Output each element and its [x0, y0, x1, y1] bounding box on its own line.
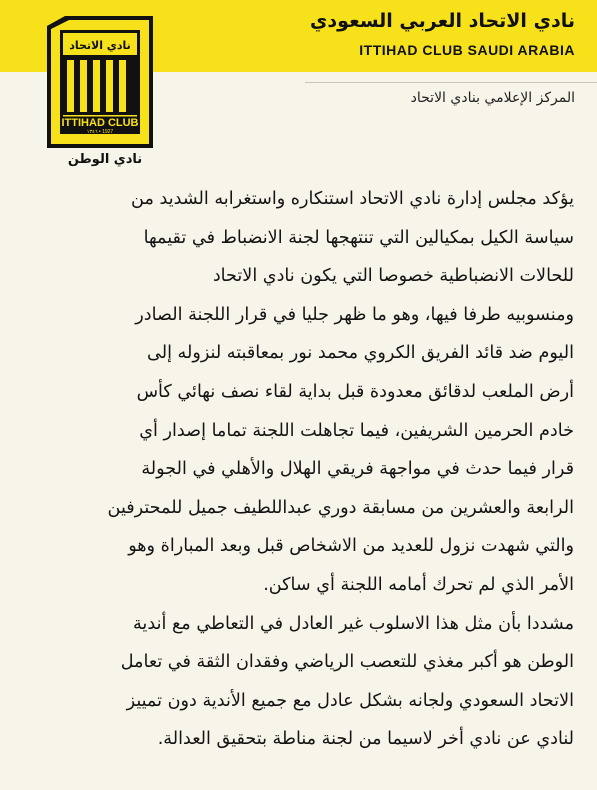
statement-line: ومنسوبيه طرفا فيها، وهو ما ظهر جليا في قرار اللجنة الصادر [135, 304, 574, 325]
ittihad-club-crest-icon [35, 12, 175, 152]
crest-caption: نادي الوطن [67, 152, 143, 167]
club-name-arabic: نادي الاتحاد العربي السعودي [310, 10, 575, 32]
statement-line: خادم الحرمين الشريفين، فيما تجاهلت اللجنة تماما إصدار أي [139, 420, 574, 441]
statement-line: سياسة الكيل بمكيالين التي تنتهجها لجنة الانضباط في تقيمها [143, 227, 574, 248]
statement-line: لنادي عن نادي أخر لاسيما من لجنة مناطة بتحقيق العدالة. [157, 729, 574, 750]
crest-years-text: ١٣٤٦ • 1927 [86, 129, 114, 135]
statement-body [24, 180, 574, 759]
header-divider [305, 82, 597, 83]
statement-line: والتي شهدت نزول للعديد من الاشخاص قبل وبعد المباراة وهو [128, 536, 574, 557]
statement-line: اليوم ضد قائد الفريق الكروي محمد نور بمعاقبته لنزوله إلى [147, 343, 574, 364]
statement-line: أرض الملعب لدقائق معدودة قبل بداية لقاء نصف نهائي كأس [136, 381, 574, 402]
crest-club-text: ITTIHAD CLUB [61, 117, 139, 129]
statement-line: الوطن هو أكبر مغذي للتعصب الرياضي وفقدان الثقة في تعامل [120, 652, 574, 673]
crest-script-text: نادي الاتحاد [69, 39, 131, 52]
statement-line: قرار فيما حدث في مواجهة فريقي الهلال والأهلي في الجولة [141, 459, 574, 480]
crest-svg [35, 12, 175, 152]
statement-line: للحالات الانضباطية خصوصا التي يكون نادي الاتحاد [212, 266, 574, 287]
statement-line: يؤكد مجلس إدارة نادي الاتحاد استنكاره واستغرابه الشديد من [131, 189, 574, 209]
statement-line: مشددا بأن مثل هذا الاسلوب غير العادل في التعاطي مع أندية [133, 613, 574, 634]
club-name-english: ITTIHAD CLUB SAUDI ARABIA [359, 42, 575, 58]
statement-line: الاتحاد السعودي ولجانه بشكل عادل مع جميع الأندية دون تمييز [126, 690, 574, 711]
statement-line: الأمر الذي لم تحرك أمامه اللجنة أي ساكن. [263, 574, 574, 595]
statement-line: الرابعة والعشرين من مسابقة دوري عبداللطيف جميل للمحترفين [107, 497, 574, 518]
media-center-label: المركز الإعلامي بنادي الاتحاد [410, 90, 575, 106]
